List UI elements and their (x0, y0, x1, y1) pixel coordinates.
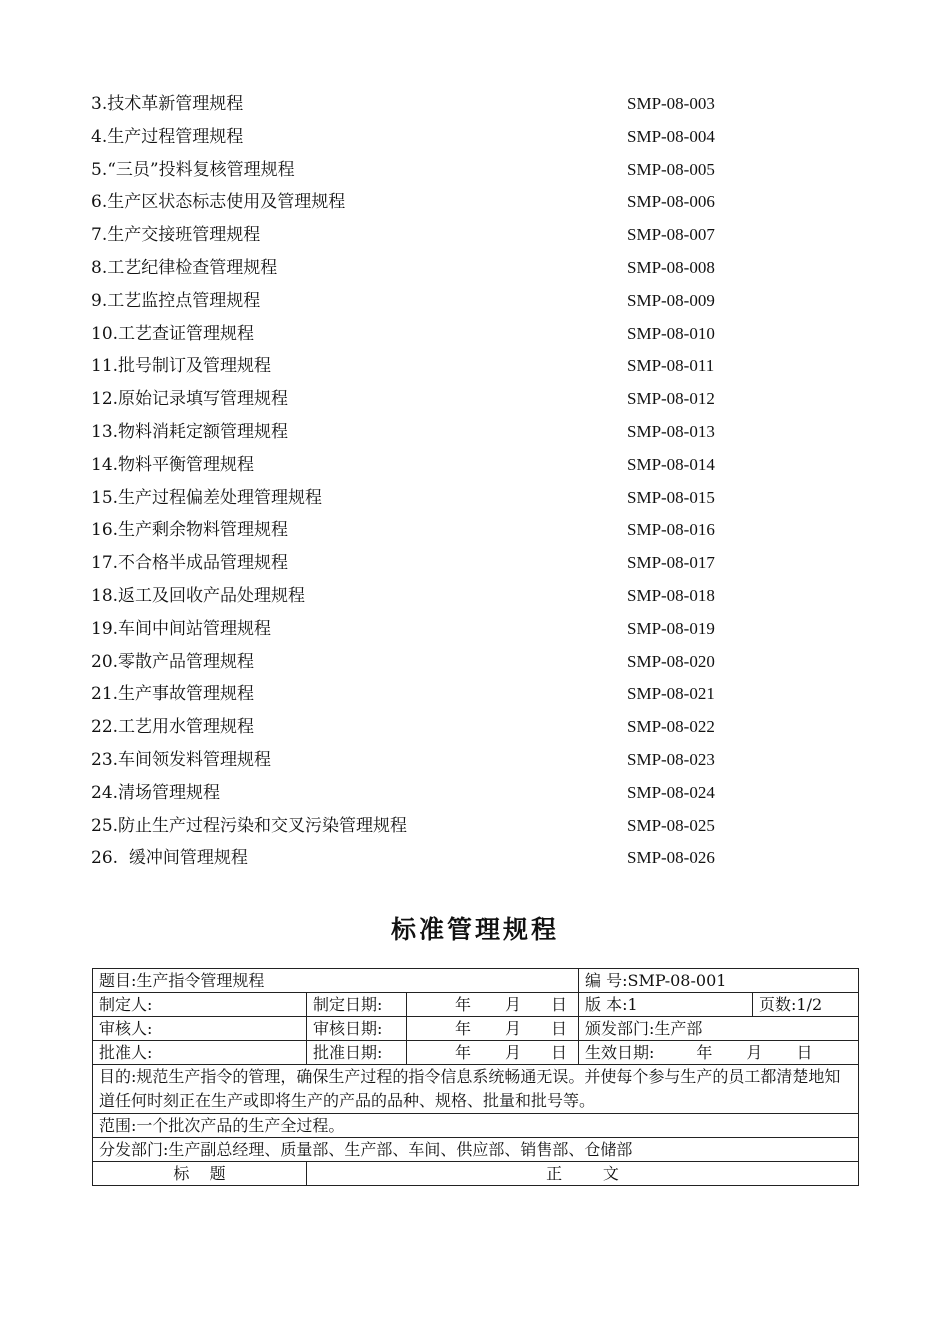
pages-cell: 页数:1/2 (753, 993, 859, 1017)
regulation-code: SMP-08-019 (627, 618, 715, 638)
list-item (91, 484, 751, 517)
day-label: 日 (551, 1018, 568, 1038)
month-label: 月 (505, 1018, 522, 1038)
regulation-code: SMP-08-022 (627, 717, 715, 737)
body-column-label: 正 文 (546, 1163, 619, 1183)
regulation-code: SMP-08-010 (627, 323, 715, 343)
month-label: 月 (505, 1042, 522, 1062)
list-item (91, 156, 751, 189)
year-label: 年 (455, 994, 472, 1014)
regulation-title: 15.生产过程偏差处理管理规程 (91, 487, 323, 508)
regulation-title: 21.生产事故管理规程 (91, 684, 255, 705)
list-item (91, 451, 751, 484)
scope-cell: 范围:一个批次产品的生产全过程。 (93, 1114, 859, 1138)
purpose-cell: 目的:规范生产指令的管理，确保生产过程的指令信息系统畅通无误。并使每个参与生产的员工都清楚地知道任何时刻正在生产或即将生产的产品的品种、规格、批量和批号等。 (93, 1065, 859, 1114)
regulation-code: SMP-08-025 (627, 815, 715, 835)
reviewer-row (93, 1017, 859, 1041)
approver-cell: 批准人: (93, 1041, 307, 1065)
approver-row (93, 1041, 859, 1065)
distribution-row (93, 1138, 859, 1162)
list-item (91, 549, 751, 582)
regulation-list (91, 90, 751, 877)
list-item (91, 287, 751, 320)
list-item (91, 844, 751, 877)
effective-date-cell (579, 1041, 859, 1065)
regulation-code: SMP-08-026 (627, 848, 715, 868)
body-column-header (307, 1162, 859, 1186)
day-label: 日 (551, 994, 568, 1014)
regulation-title: 23.车间领发料管理规程 (91, 749, 272, 770)
review-date-value (407, 1017, 579, 1041)
regulation-title: 18.返工及回收产品处理规程 (91, 585, 306, 606)
regulation-title: 13.物料消耗定额管理规程 (91, 421, 289, 442)
effective-date-label: 生效日期: (585, 1042, 655, 1062)
regulation-title: 10.工艺查证管理规程 (91, 323, 255, 344)
list-item (91, 680, 751, 713)
version-cell: 版 本:1 (579, 993, 753, 1017)
regulation-code: SMP-08-016 (627, 520, 715, 540)
regulation-title: 14.物料平衡管理规程 (91, 454, 255, 475)
scope-row (93, 1114, 859, 1138)
regulation-code: SMP-08-015 (627, 487, 715, 507)
regulation-title: 11.批号制订及管理规程 (91, 356, 272, 377)
regulation-code: SMP-08-023 (627, 749, 715, 769)
list-item (91, 385, 751, 418)
list-item (91, 320, 751, 353)
draft-date-value (407, 993, 579, 1017)
regulation-title: 6.生产区状态标志使用及管理规程 (91, 192, 346, 213)
list-item (91, 746, 751, 779)
regulation-title: 9.工艺监控点管理规程 (91, 290, 261, 311)
regulation-title: 19.车间中间站管理规程 (91, 618, 272, 639)
list-item (91, 221, 751, 254)
approve-date-value (407, 1041, 579, 1065)
list-item (91, 615, 751, 648)
distribution-cell: 分发部门:生产副总经理、质量部、生产部、车间、供应部、销售部、仓储部 (93, 1138, 859, 1162)
regulation-code: SMP-08-014 (627, 454, 715, 474)
list-item (91, 812, 751, 845)
document-header-table (92, 968, 859, 1186)
regulation-title: 12.原始记录填写管理规程 (91, 389, 289, 410)
subject-cell: 题目:生产指令管理规程 (93, 969, 579, 993)
day-label: 日 (551, 1042, 568, 1062)
title-column-label: 标 题 (173, 1163, 226, 1183)
regulation-code: SMP-08-006 (627, 192, 715, 212)
regulation-title: 3.技术革新管理规程 (91, 94, 244, 114)
issuing-dept-cell: 颁发部门:生产部 (579, 1017, 859, 1041)
regulation-title: 22.工艺用水管理规程 (91, 717, 255, 738)
drafter-row (93, 993, 859, 1017)
regulation-code: SMP-08-021 (627, 684, 715, 704)
list-item (91, 188, 751, 221)
list-item (91, 648, 751, 681)
regulation-title: 4.生产过程管理规程 (91, 126, 244, 147)
regulation-code: SMP-08-018 (627, 585, 715, 605)
regulation-code: SMP-08-009 (627, 290, 715, 310)
regulation-code: SMP-08-005 (627, 159, 715, 179)
drafter-cell: 制定人: (93, 993, 307, 1017)
list-item (91, 779, 751, 812)
list-item (91, 123, 751, 156)
regulation-code: SMP-08-017 (627, 553, 715, 573)
document-heading: 标准管理规程 (390, 915, 559, 944)
regulation-title: 24.清场管理规程 (91, 782, 221, 803)
regulation-title: 25.防止生产过程污染和交叉污染管理规程 (91, 815, 408, 836)
regulation-code: SMP-08-020 (627, 651, 715, 671)
day-label: 日 (796, 1042, 813, 1062)
review-date-label: 审核日期: (307, 1017, 407, 1041)
month-label: 月 (746, 1042, 763, 1062)
regulation-title: 20.零散产品管理规程 (91, 651, 255, 672)
reviewer-cell: 审核人: (93, 1017, 307, 1041)
regulation-title: 17.不合格半成品管理规程 (91, 553, 289, 574)
regulation-title: 26. 缓冲间管理规程 (91, 848, 248, 869)
regulation-title: 8.工艺纪律检查管理规程 (91, 257, 278, 278)
list-item (91, 254, 751, 287)
list-item (91, 352, 751, 385)
list-item (91, 516, 751, 549)
regulation-code: SMP-08-012 (627, 389, 715, 409)
subject-row (93, 969, 859, 993)
list-item (91, 90, 751, 123)
regulation-code: SMP-08-024 (627, 782, 715, 802)
column-header-row (93, 1162, 859, 1186)
title-column-header (93, 1162, 307, 1186)
regulation-title: 7.生产交接班管理规程 (91, 225, 261, 246)
year-label: 年 (455, 1018, 472, 1038)
regulation-code: SMP-08-008 (627, 257, 715, 277)
list-item (91, 713, 751, 746)
approve-date-label: 批准日期: (307, 1041, 407, 1065)
regulation-code: SMP-08-011 (627, 356, 715, 376)
regulation-code: SMP-08-003 (627, 94, 715, 113)
regulation-code: SMP-08-007 (627, 225, 715, 245)
year-label: 年 (455, 1042, 472, 1062)
list-item (91, 418, 751, 451)
month-label: 月 (505, 994, 522, 1014)
document-number-cell: 编 号:SMP-08-001 (579, 969, 859, 993)
regulation-code: SMP-08-004 (627, 126, 715, 146)
purpose-row (93, 1065, 859, 1114)
year-label: 年 (696, 1042, 713, 1062)
draft-date-label: 制定日期: (307, 993, 407, 1017)
regulation-title: 5.“三员”投料复核管理规程 (91, 159, 295, 180)
list-item (91, 582, 751, 615)
regulation-code: SMP-08-013 (627, 421, 715, 441)
regulation-title: 16.生产剩余物料管理规程 (91, 520, 289, 541)
